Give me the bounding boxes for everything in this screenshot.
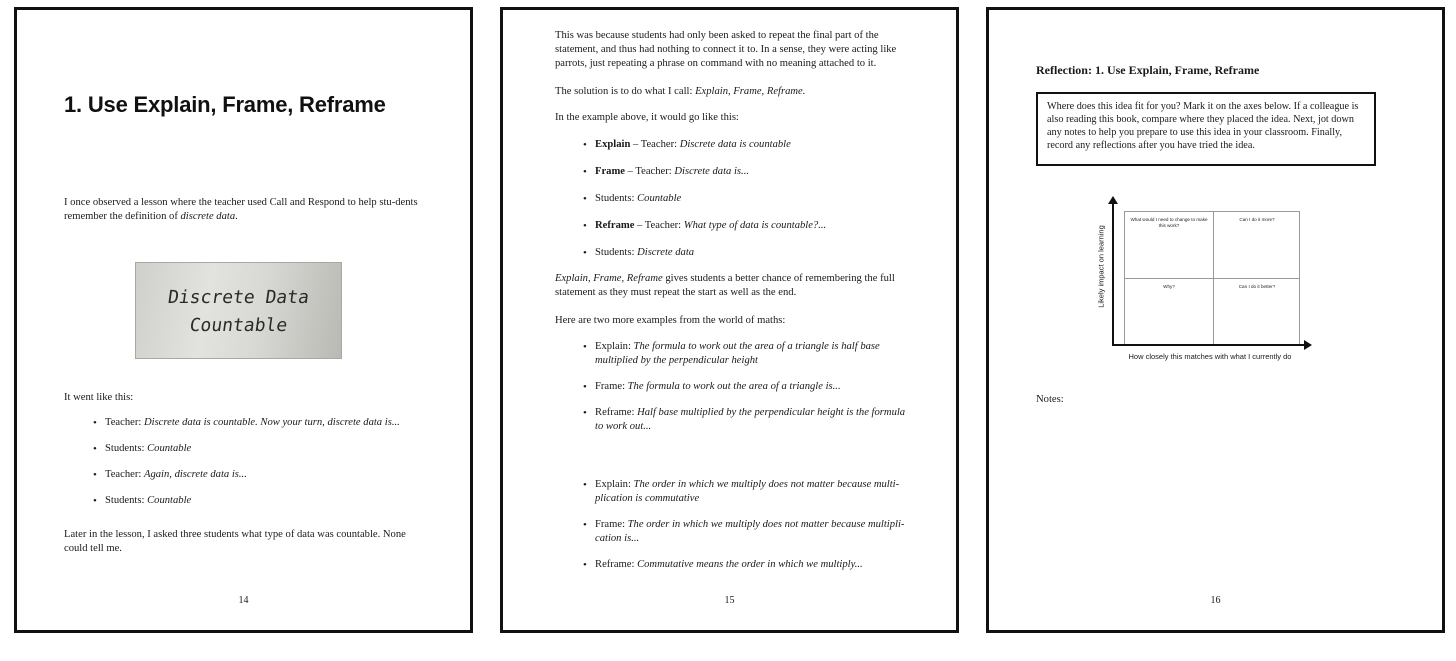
intro-paragraph — [64, 196, 424, 224]
item-text: Discrete data is countable — [679, 139, 791, 150]
reflection-quadrant-chart — [1084, 196, 1324, 366]
triangle-list — [583, 340, 913, 446]
list-item — [93, 442, 433, 456]
item-label: – Teacher: — [630, 139, 680, 150]
benefit-text: gives students a better chance of remembering the full statement as they must repeat the start as well as the end. — [555, 273, 895, 298]
intro-text: I once observed a lesson where the teacher used Call and Respond to help stu-dents remember the definition of — [64, 197, 418, 222]
intro-emphasis: discrete data — [180, 211, 236, 222]
page-16 — [986, 7, 1445, 633]
list-item — [583, 246, 923, 260]
list-item — [93, 468, 433, 482]
item-label: Frame: — [595, 519, 628, 530]
list-item — [93, 416, 433, 430]
quadrant-bottom-left: Why? — [1163, 284, 1175, 289]
page-14 — [14, 7, 473, 633]
item-text: Countable — [637, 193, 682, 204]
photo-handwriting-line2: Countable — [188, 315, 289, 336]
notes-label: Notes: — [1036, 394, 1064, 405]
item-label: Reframe: — [595, 407, 638, 418]
item-label: Reframe: — [595, 559, 638, 570]
quadrant-top-left: What would I need to change to make this work? — [1130, 217, 1208, 228]
solution-emphasis: Explain, Frame, Reframe. — [695, 86, 806, 97]
item-label: Frame: — [595, 381, 628, 392]
quadrant-grid — [1124, 211, 1300, 345]
item-label: Students: — [105, 495, 148, 506]
reflection-title: Reflection: 1. Use Explain, Frame, Reframe — [1036, 63, 1260, 77]
y-arrow-icon — [1108, 196, 1118, 204]
item-text: Countable — [147, 443, 192, 454]
item-text: Commutative means the order in which we multiply... — [637, 559, 863, 570]
item-text: Discrete data is... — [674, 166, 749, 177]
item-label: – Teacher: — [634, 220, 684, 231]
list-item — [583, 380, 913, 394]
item-text: Half base multiplied by the perpendicular height is the formula to work out... — [595, 407, 906, 432]
item-label: – Teacher: — [625, 166, 675, 177]
list-item — [583, 478, 913, 506]
page-number: 14 — [238, 595, 249, 606]
page-number: 15 — [724, 595, 735, 606]
example-paragraph: In the example above, it would go like this: — [555, 112, 739, 123]
chapter-heading: 1. Use Explain, Frame, Reframe — [64, 92, 386, 117]
x-axis — [1112, 344, 1306, 346]
dialogue-list — [93, 416, 433, 520]
item-text: What type of data is countable?... — [683, 220, 827, 231]
item-text: The formula to work out the area of a triangle is half base multiplied by the perpendicular height — [595, 341, 880, 366]
item-label: Students: — [595, 193, 638, 204]
parrots-paragraph: This was because students had only been asked to repeat the final part of the statement, and thus had nothing to connect it to. In a sense, they were acting like parrots, just repeating a phrase on command with no meaning attached to it. — [555, 30, 897, 69]
item-text: Again, discrete data is... — [143, 469, 247, 480]
item-bold: Reframe — [595, 220, 635, 231]
explain-frame-list — [583, 138, 923, 273]
item-label: Explain: — [595, 341, 634, 352]
page-number: 16 — [1210, 595, 1221, 606]
list-item — [583, 219, 923, 233]
photo-handwriting-line1: Discrete Data — [166, 287, 311, 308]
list-item — [583, 340, 913, 368]
list-item — [583, 165, 923, 179]
item-text: The order in which we multiply does not matter because multi-plication is commutative — [595, 479, 900, 504]
item-label: Students: — [595, 247, 638, 258]
solution-paragraph — [555, 85, 915, 99]
list-item — [583, 558, 913, 572]
y-axis — [1112, 202, 1114, 346]
list-item — [93, 494, 433, 508]
item-label: Teacher: — [105, 417, 144, 428]
benefit-paragraph — [555, 272, 920, 300]
item-text: The order in which we multiply does not matter because multipli-cation is... — [595, 519, 905, 544]
list-item — [583, 192, 923, 206]
x-arrow-icon — [1304, 340, 1312, 350]
y-axis-label: Likely impact on learning — [1096, 225, 1106, 308]
list-item — [583, 138, 923, 152]
solution-text: The solution is to do what I call: — [555, 86, 696, 97]
list-item — [583, 406, 913, 434]
x-axis-label: How closely this matches with what I currently do — [1128, 352, 1292, 361]
item-label: Teacher: — [105, 469, 144, 480]
list-item — [583, 518, 913, 546]
later-paragraph: Later in the lesson, I asked three students what type of data was countable. None could tell me. — [64, 529, 406, 554]
item-text: Discrete data — [637, 247, 695, 258]
maths-paragraph: Here are two more examples from the world of maths: — [555, 315, 786, 326]
item-label: Explain: — [595, 479, 634, 490]
commutative-list — [583, 478, 913, 584]
item-label: Students: — [105, 443, 148, 454]
item-text: Discrete data is countable. Now your turn, discrete data is... — [143, 417, 400, 428]
grid-horizontal-line — [1125, 278, 1299, 279]
quadrant-bottom-right: Can I do it better? — [1238, 284, 1276, 289]
reflection-instructions-box: Where does this idea fit for you? Mark it on the axes below. If a colleague is also reading this book, compare where they placed the idea. Next, jot down any notes to help you prepare to use this idea in your classroom. Finally, record any reflections after you have tried the idea. — [1036, 92, 1376, 166]
quadrant-top-right: Can I do it more? — [1239, 217, 1275, 222]
whiteboard-photo — [135, 262, 342, 359]
item-bold: Frame — [595, 166, 625, 177]
went-like-paragraph: It went like this: — [64, 392, 134, 403]
item-text: Countable — [147, 495, 192, 506]
page-15 — [500, 7, 959, 633]
intro-end: . — [235, 211, 238, 222]
item-bold: Explain — [595, 139, 631, 150]
item-text: The formula to work out the area of a triangle is... — [627, 381, 841, 392]
benefit-emphasis: Explain, Frame, Reframe — [555, 273, 663, 284]
